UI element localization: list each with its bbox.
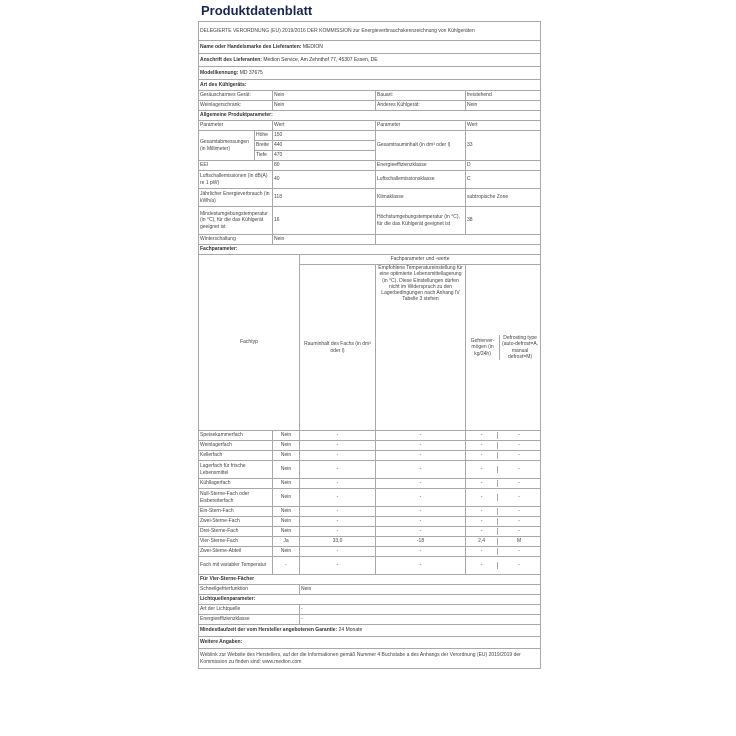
compartment-freeze: - — [466, 466, 498, 472]
compartment-name: Fach mit variabler Temperatur — [199, 557, 273, 575]
quick-freeze-value: Nein — [300, 585, 541, 595]
compartment-volume: - — [300, 557, 376, 575]
more-text: Weblink zur Website des Herstellers, auf der die Informationen gemäß Nummer 4 Buchstabe a des Anhangs der Verordnung (EU) 2019/2019 der Kommission zu finden sind: www.medion.com — [199, 649, 541, 669]
light-heading: Lichtquellenparameter: — [199, 595, 541, 605]
compartment-temperature: - — [376, 479, 466, 489]
type-label-1: Geräuscharmes Gerät: — [199, 91, 273, 101]
compartment-freeze: - — [466, 508, 498, 514]
dimension-value: 470 — [273, 151, 376, 161]
general-value-2: 38 — [466, 207, 541, 235]
dimensions-label: Gesamtabmessungen (in Millimeter) — [199, 131, 255, 161]
compartment-name: Kellerfach — [199, 451, 273, 461]
compartment-name: Zwei-Sterne-Fach — [199, 517, 273, 527]
compartment-defrost: - — [518, 528, 520, 535]
compartment-volume: - — [300, 479, 376, 489]
compartment-name: Speisekammerfach — [199, 431, 273, 441]
compartment-present: Nein — [273, 527, 300, 537]
compartment-freeze-defrost — [466, 441, 541, 451]
type-label-2: Anderes Kühlgerät: — [376, 101, 466, 111]
model-label: Modellkennung: — [200, 69, 239, 76]
compartment-freeze-defrost — [466, 517, 541, 527]
compartment-present: Nein — [273, 517, 300, 527]
empty-cell — [376, 235, 541, 245]
compartment-freeze: - — [466, 442, 498, 448]
compartment-freeze-defrost — [466, 489, 541, 507]
compartment-present: Nein — [273, 461, 300, 479]
value-header: Wert — [273, 121, 376, 131]
general-label-2: Klimaklasse — [376, 189, 466, 207]
general-value-2: D — [466, 161, 541, 171]
more-heading: Weitere Angaben: — [199, 637, 541, 649]
freeze-header: Gefrierver-mögen (in kg/24h) — [466, 335, 500, 360]
general-value-1: 40 — [273, 171, 376, 189]
param-header: Parameter — [376, 121, 466, 131]
general-label-1: EEI — [199, 161, 273, 171]
compartment-name: Drei-Sterne-Fach — [199, 527, 273, 537]
compartment-temperature: - — [376, 431, 466, 441]
compartment-freeze: - — [466, 480, 498, 486]
compartment-freeze: - — [466, 528, 498, 534]
compartment-freeze-defrost — [466, 527, 541, 537]
general-value-1: 80 — [273, 161, 376, 171]
compartment-name: Lagerfach für frische Lebensmittel — [199, 461, 273, 479]
general-value-2: subtropische Zone — [466, 189, 541, 207]
light-label: Art der Lichtquelle — [199, 605, 300, 615]
type-value-2: freistehend — [466, 91, 541, 101]
compartment-defrost: - — [518, 480, 520, 487]
compartment-heading: Fachparameter: — [199, 245, 541, 255]
dimension-name: Breite — [255, 141, 273, 151]
compartment-defrost: - — [518, 452, 520, 459]
compartment-freeze: - — [466, 452, 498, 458]
light-value: - — [300, 605, 541, 615]
compartment-volume: 33,0 — [300, 537, 376, 547]
compartment-temperature: - — [376, 557, 466, 575]
compartment-freeze-defrost — [466, 557, 541, 575]
compartment-temperature: - — [376, 441, 466, 451]
value-header: Wert — [466, 121, 541, 131]
regulation-text: DELEGIERTE VERORDNUNG (EU) 2019/2016 DER KOMMISSION zur Energieverbrauchskennzeichnung von Kühlgeräten — [199, 22, 541, 41]
compartment-name: Zwei-Sterne-Abteil — [199, 547, 273, 557]
volume-label: Gesamtrauminhalt (in dm³ oder l) — [376, 131, 466, 161]
compartment-freeze: 2,4 — [466, 538, 498, 544]
type-value-1: Nein — [273, 91, 376, 101]
winter-label: Winterschaltung — [199, 235, 273, 245]
compartment-freeze-defrost — [466, 479, 541, 489]
general-label-2: Energieeffizienzklasse — [376, 161, 466, 171]
compartment-name: Null-Sterne-Fach oder Eisbereiterfach — [199, 489, 273, 507]
address-value: Medion Service, Am Zehnthof 77, 45307 Essen, DE — [263, 56, 378, 63]
compartment-freeze: - — [466, 432, 498, 438]
fach-group-header: Fachparameter und -werte — [300, 255, 541, 265]
compartment-present: Nein — [273, 489, 300, 507]
dimension-name: Tiefe — [255, 151, 273, 161]
compartment-volume: - — [300, 441, 376, 451]
compartment-temperature: - — [376, 451, 466, 461]
general-value-1: 118 — [273, 189, 376, 207]
compartment-freeze-defrost — [466, 537, 541, 547]
compartment-temperature: - — [376, 507, 466, 517]
compartment-defrost: - — [518, 562, 520, 569]
compartment-defrost: - — [518, 432, 520, 439]
compartment-temperature: - — [376, 461, 466, 479]
compartment-volume: - — [300, 451, 376, 461]
compartment-name: Kühllagerfach — [199, 479, 273, 489]
compartment-defrost: - — [518, 548, 520, 555]
compartment-freeze-defrost — [466, 451, 541, 461]
compartment-temperature: - — [376, 489, 466, 507]
general-label-2: Luftschallemissionsklasse — [376, 171, 466, 189]
compartment-volume: - — [300, 527, 376, 537]
compartment-defrost: M — [516, 538, 522, 545]
compartment-defrost: - — [518, 442, 520, 449]
compartment-present: - — [273, 557, 300, 575]
compartment-present: Ja — [273, 537, 300, 547]
compartment-volume: - — [300, 489, 376, 507]
compartment-name: Vier-Sterne-Fach — [199, 537, 273, 547]
compartment-freeze-defrost — [466, 431, 541, 441]
device-type-heading: Art des Kühlgeräts: — [199, 80, 541, 91]
compartment-defrost: - — [518, 518, 520, 525]
compartment-freeze: - — [466, 548, 498, 554]
general-label-1: Mindestumgebungstemperatur (in °C), für die das Kühlgerät geeignet ist — [199, 207, 273, 235]
compartment-name: Weinlagerfach — [199, 441, 273, 451]
compartment-present: Nein — [273, 431, 300, 441]
compartment-temperature: - — [376, 517, 466, 527]
general-heading: Allgemeine Produktparameter: — [199, 111, 541, 121]
volume-header: Rauminhalt des Fachs (in dm³ oder l) — [300, 265, 376, 431]
compartment-volume: - — [300, 517, 376, 527]
winter-value: Nein — [273, 235, 376, 245]
general-value-1: 16 — [273, 207, 376, 235]
type-label-1: Weinlagerschrank: — [199, 101, 273, 111]
dimension-name: Höhe — [255, 131, 273, 141]
compartment-freeze-defrost — [466, 547, 541, 557]
compartment-defrost: - — [518, 466, 520, 473]
model-row — [199, 67, 541, 80]
freeze-defrost-header — [466, 265, 541, 431]
compartment-present: Nein — [273, 451, 300, 461]
compartment-temperature: - — [376, 527, 466, 537]
warranty-label: Mindestlaufzeit der vom Hersteller angebotenen Garantie: — [200, 627, 338, 634]
warranty-value: 24 Monate — [338, 627, 363, 634]
supplier-label: Name oder Handelsmarke des Lieferanten: — [200, 43, 302, 50]
page-title: Produktdatenblatt — [201, 3, 313, 18]
compartment-present: Nein — [273, 507, 300, 517]
compartment-present: Nein — [273, 441, 300, 451]
volume-value: 33 — [466, 131, 541, 161]
dimension-value: 440 — [273, 141, 376, 151]
address-label: Anschrift des Lieferanten: — [200, 56, 262, 63]
supplier-row — [199, 41, 541, 54]
defrost-header: Defrosting type (auto-defrost=A, manual defrost=M) — [502, 335, 539, 360]
general-label-1: Jährlicher Energieverbrauch (in kWh/a) — [199, 189, 273, 207]
compartment-temperature: - — [376, 547, 466, 557]
type-value-1: Nein — [273, 101, 376, 111]
compartment-defrost: - — [518, 494, 520, 501]
compartment-freeze: - — [466, 494, 498, 500]
light-label: Energieeffizienzklasse — [199, 615, 300, 625]
temperature-header: Empfohlene Temperatureinstellung für eine optimierte Lebensmittellagerung (in °C). Diese Einstellungen dürfen nicht im Widerspruch zu den Lagerbedingungen nach Anhang IV Tabelle 3 stehen — [376, 265, 466, 431]
address-row — [199, 54, 541, 67]
fachtyp-header: Fachtyp — [199, 255, 300, 431]
compartment-volume: - — [300, 507, 376, 517]
param-header: Parameter — [199, 121, 273, 131]
quick-freeze-label: Schnellgefrierfunktion — [199, 585, 300, 595]
model-value: MD 37675 — [239, 69, 263, 76]
datasheet-table — [198, 21, 541, 669]
general-label-2: Höchstumgebungstemperatur (in °C), für die das Kühlgerät geeignet ist — [376, 207, 466, 235]
compartment-volume: - — [300, 547, 376, 557]
compartment-freeze: - — [466, 518, 498, 524]
compartment-present: Nein — [273, 547, 300, 557]
compartment-freeze-defrost — [466, 461, 541, 479]
general-label-1: Luftschallemissionen (in dB(A) re 1 pW) — [199, 171, 273, 189]
type-value-2: Nein — [466, 101, 541, 111]
four-star-heading: Für Vier-Sterne-Fächer — [199, 575, 541, 585]
compartment-freeze-defrost — [466, 507, 541, 517]
compartment-volume: - — [300, 431, 376, 441]
compartment-defrost: - — [518, 508, 520, 515]
type-label-2: Bauart: — [376, 91, 466, 101]
compartment-temperature: -18 — [376, 537, 466, 547]
warranty-row — [199, 625, 541, 637]
supplier-value: MEDION — [302, 43, 323, 50]
compartment-name: Ein-Stern-Fach — [199, 507, 273, 517]
general-value-2: C — [466, 171, 541, 189]
dimension-value: 150 — [273, 131, 376, 141]
compartment-present: Nein — [273, 479, 300, 489]
compartment-freeze: - — [466, 562, 498, 568]
light-value: - — [300, 615, 541, 625]
compartment-volume: - — [300, 461, 376, 479]
